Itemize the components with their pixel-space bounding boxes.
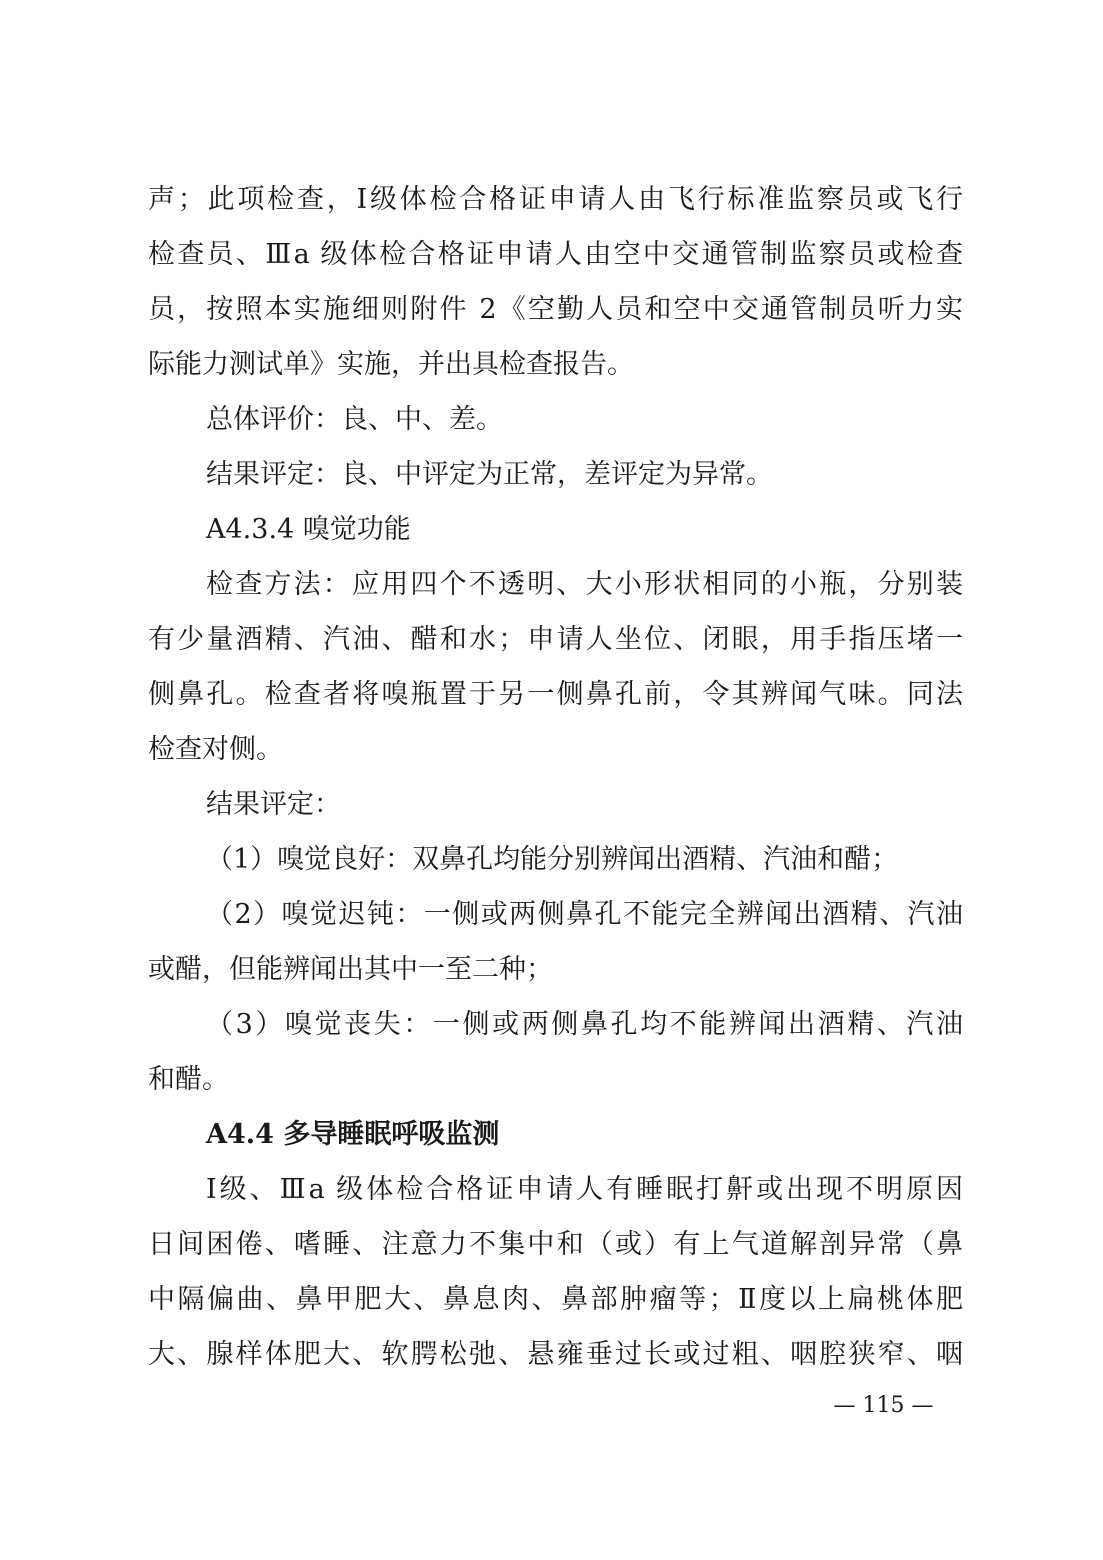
overall-evaluation: 总体评价：良、中、差。	[206, 404, 503, 435]
section-heading-a4-4: A4.4 多导睡眠呼吸监测	[206, 1119, 500, 1150]
sleep-line-2: 日间困倦、嗜睡、注意力不集中和（或）有上气道解剖异常（鼻	[148, 1229, 963, 1260]
result-item-3-line-1: （3）嗅觉丧失：一侧或两侧鼻孔均不能辨闻出酒精、汽油	[206, 1009, 963, 1040]
body-line-3: 员，按照本实施细则附件 2《空勤人员和空中交通管制员听力实	[148, 294, 963, 325]
method-line-3: 侧鼻孔。检查者将嗅瓶置于另一侧鼻孔前，令其辨闻气味。同法	[148, 679, 963, 710]
section-heading-a4-3-4: A4.3.4 嗅觉功能	[206, 514, 411, 545]
body-line-2: 检查员、Ⅲa 级体检合格证申请人由空中交通管制监察员或检查	[148, 239, 963, 270]
result-evaluation: 结果评定：良、中评定为正常，差评定为异常。	[206, 459, 773, 490]
sleep-line-1: Ⅰ级、Ⅲa 级体检合格证申请人有睡眠打鼾或出现不明原因	[206, 1174, 963, 1205]
body-line-1: 声；此项检查，Ⅰ级体检合格证申请人由飞行标准监察员或飞行	[148, 184, 963, 215]
result-item-2-line-1: （2）嗅觉迟钝：一侧或两侧鼻孔不能完全辨闻出酒精、汽油	[206, 899, 963, 930]
body-line-4: 际能力测试单》实施，并出具检查报告。	[148, 349, 634, 380]
result-item-2-line-2: 或醋，但能辨闻出其中一至二种；	[148, 954, 553, 985]
method-line-4: 检查对侧。	[148, 734, 283, 765]
page-number: — 115 —	[833, 1393, 934, 1418]
result-item-1: （1）嗅觉良好：双鼻孔均能分别辨闻出酒精、汽油和醋；	[206, 844, 899, 875]
method-line-2: 有少量酒精、汽油、醋和水；申请人坐位、闭眼，用手指压堵一	[148, 624, 963, 655]
result-item-3-line-2: 和醋。	[148, 1064, 229, 1095]
sleep-line-3: 中隔偏曲、鼻甲肥大、鼻息肉、鼻部肿瘤等；Ⅱ度以上扁桃体肥	[148, 1284, 963, 1315]
result-heading: 结果评定：	[206, 789, 341, 820]
sleep-line-4: 大、腺样体肥大、软腭松弛、悬雍垂过长或过粗、咽腔狭窄、咽	[148, 1339, 963, 1370]
method-line-1: 检查方法：应用四个不透明、大小形状相同的小瓶，分别装	[206, 569, 963, 600]
